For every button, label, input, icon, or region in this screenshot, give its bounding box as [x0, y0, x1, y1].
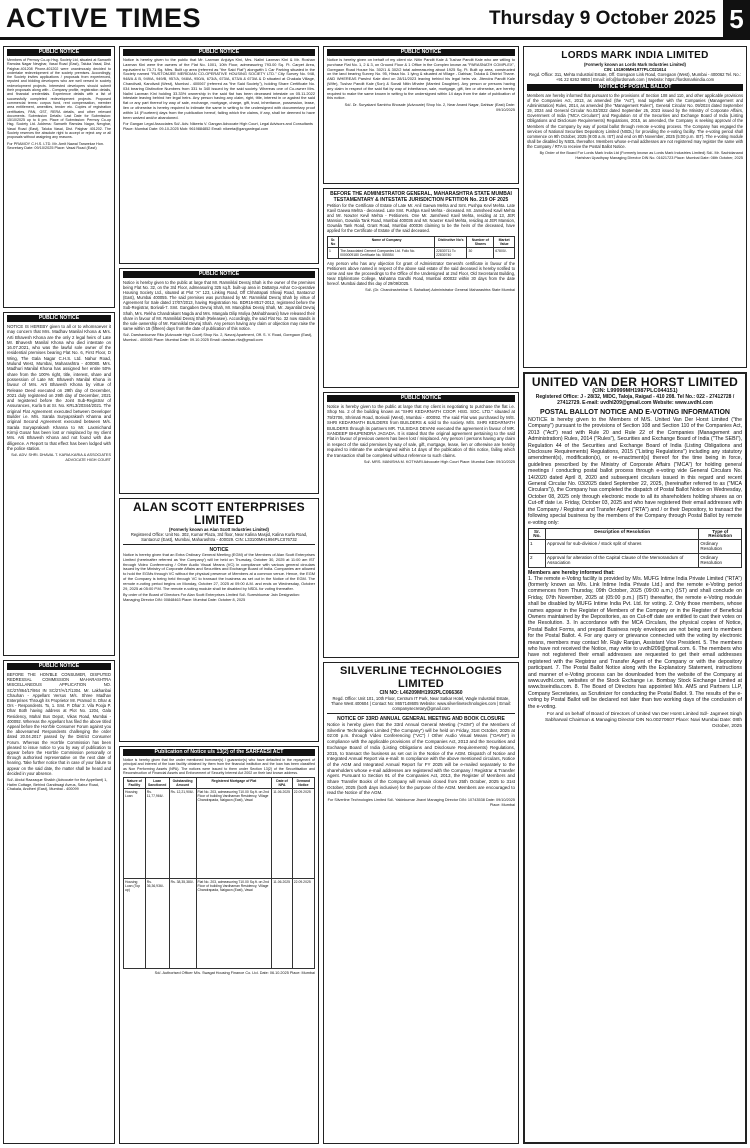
- col2-notice-kini: [119, 46, 319, 264]
- col1-notice-khona: [3, 312, 115, 656]
- table-cell: Rs. 11,77,966/-: [145, 789, 169, 879]
- court-header: Number of Shares: [467, 236, 494, 247]
- table-cell: The Associated Cement Companies Ltd. Folio No. 0000009180 Certificate No. 555554: [339, 247, 435, 258]
- table-row: [529, 553, 742, 567]
- col4-ad-formerly: (Formerly known as Lords Mark Industries Limited): [584, 62, 686, 67]
- resolution-header: Type of Resolution: [699, 528, 742, 539]
- col3-court-text2: Any person who has any objection for grant of Administrator General's certificate in favour of the Petitioners above named in respect of the above said estate of the said deceased is hereby notified to come and see the proceedings to the Office of the Undersigned at 2nd Floor, Old Secretariat Building, Near Elphinstone College, Mahatma Gandhi Road, Mumbai 400032 within 30 days from the date hereof. Mumbai dated this day of 29/09/2025.: [327, 260, 515, 286]
- col4-ad2-office: Registered Office: J - 28/32, MIDC, Taloja, Raigad - 410 208. Tel No.: 022 - 27412728 / 27412729. E-mail: uvdhl209@gmail.com Website: www.uvdhl.com: [535, 394, 735, 406]
- col1-notice2-sign: Sd/- ADV. SHRI. DHAVAL T. KARIA KARIA & ASSOCIATES ADVOCATE HIGH COURT: [11, 453, 111, 462]
- table-cell: 67800/-: [494, 247, 515, 258]
- col4-ad-body: Members are hereby informed that pursuant to the provisions of Section 108 and 110, and other applicable provisions of the Companies Act, 2013, as amended (the "Act"), read together with the Companies (Management and Administration) Rules, 2014, as amended (the "Management Rules"), General Circular No. 09/2024 dated September 19, 2024 and General Circular No.03/2022 dated September 25, 2023 issued by the Ministry of Corporate Affairs, Government of India ("MCA Circulars") and Regulation 44 of the Securities and Exchange Board of India (Listing Obligations and Disclosure Requirements) Regulations, 2015, as amended, the Company is seeking approval of the Members of the Company by way of postal ballot through remote e-voting process. The Company has engaged the services of National Securities Depository Limited (NSDL) for providing the e-voting facility. The e-voting period shall commence on 9th October, 2025 (9:00 a.m. IST) and end on 8th November, 2025 (5:00 p.m. IST). The e-voting module shall be disabled by NSDL thereafter. Members whose e-mail addresses are not registered may register the same with the Company / RTA to receive the Postal Ballot Notice.: [527, 93, 743, 149]
- table-cell: Flat No. 203, admeasuring 710.00 Sq.ft. on 2nd Floor of building Vardhaman Residency, Village Chandrapada, Naigaon (East), Vasai: [196, 879, 272, 969]
- table-cell: 22830711 To 22830740: [435, 247, 467, 258]
- table-cell: Approval for alteration of the Capital Clause of the Memorandum of Association: [545, 553, 698, 567]
- table-cell: 1: [529, 539, 546, 553]
- col3-notice-title: PUBLIC NOTICE: [327, 49, 515, 56]
- col3-court-title: BEFORE THE ADMINISTRATOR GENERAL, MAHARASHTRA STATE MUMBAI TESTAMENTARY & INTESTATE JURISDICTION PETITION No. 219 OF 2025: [330, 191, 512, 203]
- col3-ad-sign: For Silverline Technologies Limited Sd/- Yakinkumar Jhavri Managing Director DIN: 10743538 Date: 09/10/2025 Place: Mumbai: [327, 798, 515, 807]
- col2-notice-body: Notice is hereby given to the public that Mr. Laxman Anjulya Kini, Mrs. Nalini Laxman Kini & Mr. Roshan Laxman Kini were the owners of the Flat No. 1001, 10th Floor, admeasuring 793.00 Sq. Ft. Carpet Area, equivalent to 73.71 Sq. Mtrs. Built up area (referred as "the Said Flat") alongwith 1 Car Parking situated in the Society named "RUSTOMJEE MERIDIAN CO-OPERATIVE HOUSING SOCIETY LTD." City Survey No. 948, 948/A & B, 949/A, 949/B, 957/A, 948/A, 950/A, 673/A, 673/A, 673/A & 673/A & D situated at Chakala Village, Chandivali, Kandivali (West), Mumbai - 400067 (referred as "the Said Society"), holding Share Certificate No. 034 bearing Distinctive Numbers from 331 to 340 issued by the said society. Whereas one of Co-owner Mrs. Nalini Laxman Kini holding 33.33% ownership in the said flat has been deceased intestate on 05.11.2022 intestate leaving behind her legal heirs. Any person having any claim, right, title, interest in or against the said flat or any part thereof by way of sale, exchange, mortgage, charge, gift, trust, inheritance, possession, lease, lien or otherwise is hereby required to intimate the same in writing to the undersigned with documentary proof within 14 (Fourteen) days from the publication hereof, failing which the claims, if any, shall be deemed to have been waived and/or abandoned.: [123, 57, 315, 120]
- col1-notice-title: PUBLIC NOTICE: [7, 49, 111, 56]
- col4-ad-unitedvanderhorst: [523, 372, 747, 1144]
- court-header: Sr. No: [328, 236, 339, 247]
- col4-ad-cin: CIN: L51909MH1977PLC021614: [603, 67, 667, 72]
- col1-notice3-sign: Sd/- Abdul Razzaque Shaikh (Advocate for the Appellant) 1, Hatim Cottage, Behind Gandiwagi Aveus, Sabur Road, Chakala, Andheri (East), Mumbai - 400099: [7, 778, 108, 792]
- sarfaesi-header: Outstanding Amount: [169, 778, 196, 789]
- col4-ad-lordsmark: [523, 46, 747, 368]
- col3-court-body: Petition for the Certificate of Estate of Late Mr. Anil Gaewa Mehta and Smt. Pushpa Kevl Mehta. Late Kavil Gaewa Mehta - deceased. Late Smt. Pushpa Kavil Mehta - deceased. Mr. Jamsheed Kavil Mehta and Mr. Nowzer Kevil Mehta - Petitioners. One Mr. Jamsheed Kavil Mehta, residing at 13, JER Mansion, Gowalia Tank Road, Mumbai 400036 and Mr. Nowzer Kavil Mehta, residing at JER Mansion, Gowalia Tank Road, Grant Road, Mumbai 400036 claiming to be the heirs of the deceased, have applied for the Certificate of Estate of the said deceased.: [327, 203, 515, 234]
- col3-notice-sign: Sd/- Dr. Suryakant Sambhu Bhosale (Advocate) Shop No. 2, Near Anand Nagar, Dahisar (East) Date: 09/10/2025: [344, 103, 515, 112]
- col2-notice-title: PUBLIC NOTICE: [123, 49, 315, 56]
- col1-notice-sign: For PRAMOY C.H.S. LTD. Mr. Amit Nawal Tanwekar Hon. Secretary Date: 09/10/2025 Place: Vasai Road (East): [7, 141, 105, 151]
- col1-notice-consumer: [3, 660, 115, 1144]
- court-header: Distinctive No's: [435, 236, 467, 247]
- col1-notice2-body: NOTICE IS HEREBY given to all or to whomsoever it may concern that Mrs. Madhav Manilal Khona & Mrs. Arti Bhavesh Khona are the only 2 legal heirs of Late Mr. Bhavesh Manilal Khona who died intestate on 16.07.2021, who was the lawful sole owner of the residential premises bearing Flat No. 6, First Floor, D Wing, The Gala Nagar C.H.S. Ltd. Nahur Road, Mulund West, Mumbai, Maharashtra - 400080. Mrs. Madhuri Manilal Khona has assigned her entire 50% share from the 100% right, title, interest, share and possession of Late Mr. Bhavesh Manilal Khona in favour of Mrs. Arti Bhavesh Khona by virtue of Release Deed executed on 29th day of December, 2021 duly registered on 29th day of December, 2021 and registered before the Joint Sub-Registrar of Assurances, Kurla 5 at Sr. No. KRL3/20344/2021. The original Flat Agreement executed between Developer Builder i.e. M/s. Sarala Suryaprakash Khanna and original Second Agreement executed between M/s. Sarala Suryaprakash Khanna to Mr. Laxmichand Kirmji Gosar has been lost or misplaced by my client Mrs. Arti Bhavesh Khona and not found with due diligence. A Report to that effect has been lodged with the police station.: [7, 324, 111, 451]
- sarfaesi-table: [123, 777, 315, 969]
- col2-ad-divider: [123, 544, 315, 545]
- sarfaesi-header: Nature of Facility: [124, 778, 146, 789]
- table-row: [328, 247, 515, 258]
- col4-ad2-sign: For and on behalf of Board of Directors of United Van Der Horst Limited Sd/- Jagmeet Singh Sabharwal Chairman & Managing Director DIN No.00270607 Place: Navi Mumbai Date: 08th October, 2025: [544, 712, 742, 729]
- col3-notice2-title: PUBLIC NOTICE: [327, 395, 515, 402]
- col3-notice-kale: [323, 46, 519, 184]
- sarfaesi-header: Demand Notice: [292, 778, 314, 789]
- col3-ad-silverline: [323, 662, 519, 1144]
- table-cell: Rs. 12,21,906/-: [169, 789, 196, 879]
- col3-court-petition: [323, 188, 519, 388]
- table-cell: Approval for sub-division / stock split of shares: [545, 539, 698, 553]
- col1-notice-redevelopment: [3, 46, 115, 308]
- newspaper-brand: ACTIVE TIMES: [6, 3, 202, 33]
- col3-ad-body: Notice is hereby given that the 33rd Annual General Meeting ("AGM") of the Members of Silverline Technologies Limited ("the Company") will be held on Friday, 31st October, 2025 at 02:00 p.m. through Video Conferencing ("VC") / Other Audio Visual Means ("OAVM") in compliance with the applicable provisions of the Companies Act, 2013 and the Securities and Exchange Board of India (Listing Obligations and Disclosure Requirements) Regulations, 2015, to transact the business as set out in the Notice of the AGM. Dispatch of Notice and Integrated Annual Report via e-mail: In compliance with the above mentioned circulars, Notice of the AGM and Integrated Annual Report for FY 2025 will be e-mailed separately to the shareholders whose e-mail addresses are registered with the Company / Registrar & Transfer Agent. Pursuant to Section 91 of the Companies Act, 2013, the Register of Members and Share Transfer Books of the Company will remain closed from 25th October, 2025 to 31st October, 2025 (both days inclusive) for the purpose of the AGM. Members are encouraged to read the Notice of the AGM.: [327, 722, 515, 796]
- court-header: Market Value: [494, 236, 515, 247]
- page-number: 5: [723, 0, 750, 38]
- col1-notice3-title: PUBLIC NOTICE: [7, 663, 111, 670]
- col1-notice-body: Members of Permoy Co-op Hsg. Society Ltd, situated at Samarth Ramdas Nagar Nevghar, Vasai Road (East), Taluka Vasai, Dist. Palghar-401208 Phone-401202 were unanimously decided to undertake redevelopment of the society premises. Accordingly, the Society invites applications / proposals from experienced, reputed and bidding developers who are well versed in society redevelopment projects. Interested developers should submit their proposals along with - Company profile, registration details, and financial credentials. Experience details with a list of successfully completed redevelopment projects. Proposed commercial terms: corpus fund, rent compensation, member area entitlement, amenities, tender etc. Copies of registration certificates, PAN, GST, RERA details, and other relevant documents. Submission Details: Last Date for Submission: 15/10/2025 up to 6 pm. Place of Submission: Permoy Co-op Hsg. Society Ltd. Address: Samarth Ramdas Nagar, Nevghar, Vasai Road (East), Taluka Vasai, Dist. Palghar 401202. The Society reserves the absolute right to accept or reject any or all proposals without assigning any reasons.: [7, 58, 111, 140]
- col4-ad-notice-title: NOTICE OF POSTAL BALLOT: [527, 84, 743, 91]
- resolutions-table: [528, 528, 742, 568]
- sarfaesi-header: Loan Sanctioned: [145, 778, 169, 789]
- table-cell: Rs. 36,36,936/-: [145, 879, 169, 969]
- col3-ad-divider: [327, 713, 515, 714]
- col3-notice2-body: Notice is hereby given to the public at large that my client is negotiating to purchase the flat i.e. Shop No. 2 of the building known as "SHRI KEDARNATH COOP. HSG. SOC. LTD." situated at 79/3706, Shrimati Road, Borivali (West), Mumbai - 400092. The said Flat was purchased by M/S. SHRI KEDARNATH BUILDERS from BUILDERS & sold to the society. M/S. SHRI KEDARNATH BUILDERS through its partners MR. TULSIDAS DEVANI executed the agreement in favour of MR. SANDEEP BHUPENDRA JAGADA. It is stated that the original agreement pertaining to the said Flat in favour of previous owners has been lost / misplaced. Any person / persons having any claim in respect of the said premises by way of sale, gift, mortgage, lease, lien or otherwise are hereby required to intimate the undersigned within 14 days of the publication of this notice, failing which the transaction shall be completed without reference to such claims.: [327, 404, 515, 458]
- table-cell: 22.09.2025: [292, 789, 314, 879]
- col4-ad-office: Regd. Office: 311, Mehta Industrial Estate, Off. Goregaon Link Road, Goregaon (West), Mumbai - 400062 Tel. No.: +91 22 6262 9893 | Email: info@lordsmark.com | Website: https://lordsmarkindia.com: [529, 72, 741, 82]
- col4-ad2-notice-title: POSTAL BALLOT NOTICE AND E-VOTING INFORMATION: [540, 409, 730, 416]
- sarfaesi-header: Date of NPA: [272, 778, 292, 789]
- table-cell: 2: [529, 553, 546, 567]
- col2-ad-alanscott: [119, 498, 319, 742]
- table-cell: 11.06.2025: [272, 789, 292, 879]
- col3-court-sign: Sd/- (Dr. Chandrashekhar S. Bahalkar) Administrator General Maharashtra State Mumbai: [365, 288, 515, 293]
- col3-ad-notice-title: NOTICE OF 33RD ANNUAL GENERAL MEETING AND BOOK CLOSURE: [337, 716, 505, 722]
- col2-ad-notice-title: NOTICE: [209, 547, 229, 553]
- col3-notice-body: Notice is hereby given on behalf of my client viz. Nitin Pandit Kale & Tushar Pandit Kale who are willing to purchase Flat No. 1, 2 & 3, on Ground Floor & 1 Office in the Complex known as "PARASNATH COMPLEX", Goregaon Road House No. 302/1 & 302/2 total admeasuring about 1925 Sq. Ft. Built up area, constructed on the land bearing Survey No. 95, Hissa No. 1 lying & situated at Village - Dahisar, Taluka & District Thane. AND WHEREAS Parshvi Kale died on 28/11/2023 leaving behind his legal heirs viz. Jitendra Pandit Kale (Wife), Tushar Pandit Kale (Son) & Sonali Nitin Mhatre (Married Daughter). Any person or persons having any claim in respect of the said flat by way of inheritance, sale, mortgage, gift, lien or otherwise, are hereby required to make the same known in writing to the undersigned within 14 days from the date of publication of this notice.: [327, 57, 515, 101]
- col2-notice2-title: PUBLIC NOTICE: [123, 271, 315, 278]
- col2-ad-sign: By order of the Board of Directors For Alan Scott Enterprises Limited Sd/- Sureshkumar Jain Designation: Managing Director DIN: 00848463 Place: Mumbai Date: October 8, 2025: [123, 593, 300, 602]
- court-shares-table: [327, 236, 515, 259]
- court-header: Name of Company: [339, 236, 435, 247]
- col4-ad-sign: By Order of the Board For Lords Mark India Ltd (Formerly known as Lords Mark Industries Limited) Sd/- Mr. Sachidanand Harishan Upadhyay Managing Director DIN No. 01621723 Place: Mumbai Date: 08th October, 2025: [539, 151, 743, 160]
- col4-ad2-members-label: Members are hereby informed that:: [528, 569, 615, 576]
- col3-ad-name: SILVERLINE TECHNOLOGIES LIMITED: [340, 665, 502, 690]
- table-cell: 11.06.2025: [272, 879, 292, 969]
- col2-ad-office: Registered Office: Unit No. 302, Kumar Plaza, 3rd floor, Near Kalina Masjid, Kalina Kurla Road, Santacruz (East), Mumbai, Maharashtra - 400029. CIN: L33100MH1994PLC076732: [130, 532, 308, 542]
- col2-ad-formerly: (Formerly known as Alan Scott Industries Limited): [169, 527, 269, 532]
- col4-ad2-points: 1. The remote e-Voting facility is provided by M/s. MUFG Intime India Private Limited ("RTA") (formerly known as M/s. Link Intime India Private Ltd.) and the remote e-Voting period commences from Thursday, 09th October, 2025 (09:00 a.m.) (IST) and shall conclude on Friday, 07th November, 2025 at (05:00 p.m.) (IST) thereafter, the remote e-Voting module shall be disabled by MUFG Intime India Pvt. Ltd. for voting. 2. Only those members, whose names appear in the Register of Members of the Company or in the Register of Beneficial Owners maintained by the Depositories, as on Cut-off date are entitled to cast their votes on the Resolution. 3. In accordance with the MCA Circulars, the physical copies of Notice, Postal Ballot Forms, and prepaid Business reply envelopes are not being sent to members for the Postal Ballot. 4. For any query or grievance connected with the voting by electronic means, members may contact Mr. Rajiv Ranjan, Assistant Vice President. 5. The members who have not received the Notice, may write to uvdhl209@gmail.com. 6. The members who have not registered their email addresses are requested to get their email addresses registered with the Registrar and Transfer Agent of the Company or with the depository participant. 7. The Postal Ballot Notice along with the Explanatory Statement, instructions and manner of e-Voting process can be downloaded from the website of the Company at www.uvdhl.com, websites of the Stock Exchange i.e. Bombay Stock Exchange Limited at www.bseindia.com. 8. The Board of Directors has appointed M/s. AMS and Partners LLP, Company Secretaries, as Scrutinizer for conducting the Postal Ballot. 9. The results of the e-voting by Postal Ballot will be declared not later than two working days of the conclusion of the e-voting.: [528, 575, 742, 710]
- table-cell: Ordinary Resolution: [699, 553, 742, 567]
- table-row: [529, 539, 742, 553]
- col3-notice-kedarnath: [323, 392, 519, 658]
- col1-notice2-title: PUBLIC NOTICE: [7, 315, 111, 322]
- col2-ad-body: Notice is hereby given that an Extra Ordinary General Meeting (EGM) of the Members of Alan Scott Enterprises Limited (hereinafter referred as 'the Company') will be held on Thursday, October 30, 2025 at 11:00 am IST through Video Conferencing / Other Audio Visual Means (VC) in compliance with various general circulars issued by the Ministry of Corporate Affairs and Securities and Exchange Board of India. Companies are allowed to hold the EGMs through VC without the physical presence of Members at a common venue. Hence, the EGM of the Company is being held through VC to transact the business as set out in the Notice of the EGM. The remote e-voting period begins on Monday, October 27, 2025 at 09:00 A.M. and ends on Wednesday, October 29, 2025 at 05:00 P.M. The remote e-voting module shall be disabled by NSDL for voting thereafter.: [123, 552, 315, 591]
- col2-notice2-body: Notice is hereby given to the public at large that Mr. Ramniklal Devraj Shah is the owner of the premises being Flat No. 32, on the 3rd Floor, admeasuring 325 sq.ft. built-up area in Dattatrya Ashar Co-operative Housing Society Ltd., situated at Plot "A" 123, Linking Road, Off Chhatrapati Shivaji Road, Santacruz (East), Mumbai 400055. The said premises was purchased by Mr. Ramniklal Devraj Shah by virtue of Agreement for Sale dated 17/07/2013, having Registration No. BDR16-8517-2012, registered before the Sub-Registrar, Borivali-7. Smt. Gangaben Devraj Shah, Mr. Manojbhai Devraj Shah, Mr. Jayantilal Devraj Shah, Mrs. Rekha Chandrakant Nagda and Mrs. Mangala Dilip Moliya (Mahabhavani) have released their share in favour of Mr. Ramniklal Devraj Shah (Releasee). Accordingly, the said Flat No. 32 now stands in the sole ownership of Mr. Ramniklal Devraj Shah. Any person having any claim or objection may raise the same within 15 (fifteen) days from the date of publication of this notice.: [123, 280, 315, 331]
- col3-ad-office: Regd. Office: Unit 101, 10th Floor, Centrum IT Park, Near Satkar Hotel, Wagle Industrial Estate, Thane West 400604 | Contact No: 8657148605 Website: www.silverlinetechnologies.com | Email: companysecretary@gmail.com: [330, 696, 512, 711]
- issue-date: Thursday 9 October 2025: [488, 8, 716, 29]
- col3-ad-cin: CIN NO: L46209MH1992PLC066360: [379, 690, 463, 696]
- table-cell: 1: [328, 247, 339, 258]
- col4-ad2-body: NOTICE is hereby given to the Members of M/S. United Van Der Horst Limited ("the Company") pursuant to the provisions of Section 108 and Section 110 of the Companies Act, 2013 ("Act") read with Rule 20 and Rule 22 of the Companies (Management and Administration) Rules, 2014 ("Rules"), Securities and Exchange Board of India ("The SEBI"), Regulation 44 of the Securities and Exchange Board of India (Listing Obligations and Disclosure Requirements) Regulations, 2015 ("Listing Regulations") including any statutory amendment(s), modification(s), or re-enactment(s) thereof for the time being in force, guidelines prescribed by the Ministry of Corporate Affairs ("MCA") for holding general meetings / conducting postal ballot process through e-voting vide General Circulars No. 14/2020 dated April 8, 2020 and subsequent circulars issued in this regard and recent General Circular No. 03/2025 dated September 22, 2025, (hereinafter referred to as ("MCA Circulars")), the Company has completed the dispatch of Postal Ballot Notice on Wednesday, October 08, 2025 only through electronic mode to all its shareholders holding shares as on Cut-off date i.e. Friday, October 03, 2025 and who have registered their email addresses with the Company / Registrar and Transfer Agent ("RTA") and / or their Depository, to transact the following special business by the members of the Company through Postal Ballot by remote e-voting only:: [528, 417, 742, 526]
- resolution-header: Description of Resolution: [545, 528, 698, 539]
- col2-sarfaesi: [119, 746, 319, 1144]
- table-cell: 30: [467, 247, 494, 258]
- table-row: [124, 879, 315, 969]
- col2-notice-shah: [119, 268, 319, 494]
- col2-notice-sign: For Gangan Legal Associates Sd/- Adv. Nikeeta V. Gangan Advocate High Court, Legal Advisors and Consultants Place: Mumbai Date: 09-10-2025 Mob: 9619884852 Email: nikeeta@ganganlegal.com: [123, 122, 313, 131]
- table-cell: Flat No. 203, admeasuring 710.00 Sq.ft. on 2nd Floor of building Vardhaman Residency, Village Chandrapada, Naigaon (East), Vasai: [196, 789, 272, 879]
- col1-notice3-body: BEFORE THE HON'BLE CONSUMER, DISPUTED REDRESSAL COMMISSION MAHARASHTRA MISCELLANEOUS APPLICATION NO. SC/27/864/17/864 IN SC/27/A/17/1304. Mr. Lakhanbai Chauhan - Appellant Versus M/s. Shree Madhav Enterprises Through its Proprietor Mr. Pramod S. Dhar & Ors - Respondents. To, 1. Smt. P. Dhar 2. Vila Pooja P. Dhar Both having address at Plot No. 1204, Gala Residency, Mahal Bus Depot, Vikas Road, Mumbai - 400092. Whereas the Appellant has filed the above titled Appeal before the Hon'ble Consumer Forum against you the abovenamed Respondents challenging the order dated 20.04.2017 passed by the District Consumer Forum. Whereas the Hon'ble Commission has been pleased to issue notice to you by way of publication to appear before the Hon'ble Commission personally or through authorised representative on the next date of hearing. Take further notice that in case of your failure to appear on the said date, the matter shall be heard and decided in your absence.: [7, 672, 111, 776]
- masthead: [0, 0, 750, 40]
- resolution-header: Sr. No.: [529, 528, 546, 539]
- table-row: [124, 789, 315, 879]
- table-cell: Housing Loan (Top up): [124, 879, 146, 969]
- col4-ad-name: LORDS MARK INDIA LIMITED: [561, 50, 709, 61]
- table-cell: 22.09.2025: [292, 879, 314, 969]
- sarfaesi-header: Registered Mortgage of Flat: [196, 778, 272, 789]
- col4-ad2-cin: (CIN: L99999MH1987PLC044151): [592, 388, 678, 394]
- col2-ad-name: ALAN SCOTT ENTERPRISES LIMITED: [133, 500, 305, 527]
- col3-notice2-sign: Sd/- MRS. MANISHA M. KOTHARI Advocate High Court Place: Mumbai Date: 09/10/2025: [363, 460, 515, 465]
- table-cell: Rs. 38,35,380/-: [169, 879, 196, 969]
- col4-ad2-name: UNITED VAN DER HORST LIMITED: [531, 375, 739, 389]
- col2-sarfaesi-title: Publication of Notice u/s 13(2) of the SARFAESI ACT: [123, 749, 315, 756]
- col2-notice2-sign: Sd/- Darshankumar Rita (Advocate High Court) Shop No. 2, Navraj Apartment, Off. S. V. Road, Goregaon (East), Mumbai - 400065 Place: Mumbai Date: 09.10.2025 Email: darshan.rita@gmail.com: [123, 332, 313, 342]
- col2-sarfaesi-sign: Sd/- Authorised Officer M/s. Swagat Housing Finance Co. Ltd. Date: 06.10.2025 Place: Mumbai: [154, 971, 315, 976]
- col2-sarfaesi-body: Notice is hereby given that the under mentioned borrower(s) / guarantor(s) who have defaulted in the repayment of principal and interest of the loan facility obtained by them from the financial institution and the loan has been classified as Non Performing Assets (NPA). The notices were issued to them under Section 13(2) of the Securitisation and Reconstruction of Financial Assets and Enforcement of Security Interest Act 2002 on their last known address.: [123, 758, 315, 775]
- table-cell: Ordinary Resolution: [699, 539, 742, 553]
- table-cell: Housing Loan: [124, 789, 146, 879]
